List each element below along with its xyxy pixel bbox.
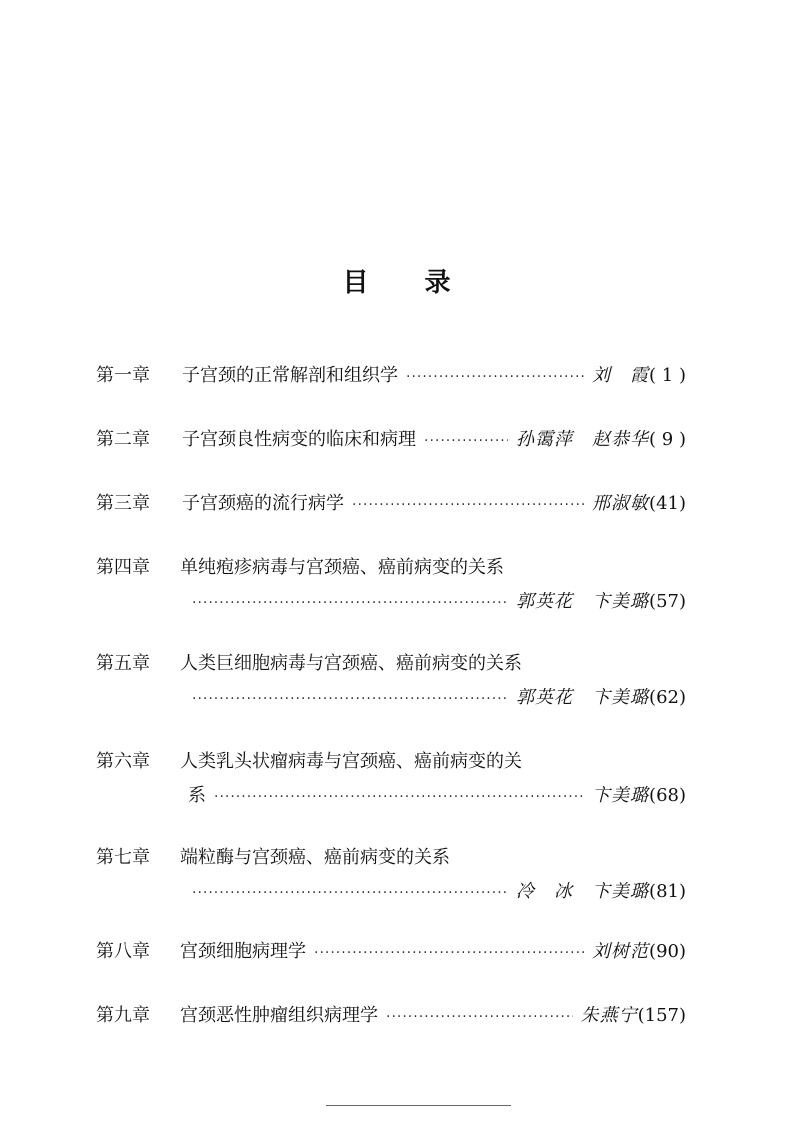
page-number: (62) — [649, 687, 686, 708]
chapter-number: 第二章 — [96, 429, 150, 450]
chapter-number: 第六章 — [96, 751, 150, 772]
dot-leader — [214, 785, 584, 809]
chapter-number: 第五章 — [96, 653, 150, 674]
chapter-authors: 朱燕宁 — [580, 1005, 638, 1026]
chapter-number: 第七章 — [96, 847, 150, 868]
chapter-title: 人类乳头状瘤病毒与宫颈癌、癌前病变的关 — [180, 751, 522, 772]
title-char-left: 目 — [342, 268, 369, 298]
chapter-title: 宫颈恶性肿瘤组织病理学 — [180, 1005, 378, 1026]
dot-leader — [314, 941, 584, 965]
page-number: (81) — [649, 881, 686, 902]
toc-entry[interactable] — [96, 846, 686, 904]
chapter-number: 第一章 — [96, 365, 150, 386]
chapter-title: 子宫颈良性病变的临床和病理 — [182, 429, 416, 450]
chapter-number: 第八章 — [96, 941, 150, 962]
chapter-title: 子宫颈的正常解剖和组织学 — [182, 365, 398, 386]
chapter-authors: 孙霭萍 赵恭华 — [516, 429, 650, 450]
chapter-title: 人类巨细胞病毒与宫颈癌、癌前病变的关系 — [180, 653, 522, 674]
chapter-number: 第三章 — [96, 493, 150, 514]
page-title — [0, 262, 793, 299]
page-number: ( 1 ) — [649, 365, 686, 386]
dot-leader — [352, 493, 584, 517]
chapter-authors: 冷 冰 卞美璐 — [516, 881, 650, 902]
page-number: (41) — [649, 493, 686, 514]
page-number: (68) — [649, 785, 686, 806]
chapter-authors: 卞美璐 — [592, 785, 650, 806]
title-char-right: 录 — [424, 268, 451, 298]
chapter-authors: 邢淑敏 — [592, 493, 650, 514]
toc-entry[interactable] — [96, 364, 686, 388]
chapter-authors: 郭英花 卞美璐 — [516, 687, 650, 708]
chapter-authors: 郭英花 卞美璐 — [516, 591, 650, 612]
page-number: (157) — [637, 1005, 686, 1026]
chapter-title: 单纯疱疹病毒与宫颈癌、癌前病变的关系 — [180, 557, 504, 578]
toc-entry[interactable] — [96, 652, 686, 710]
chapter-title-continued: 系 — [188, 785, 206, 806]
chapter-authors: 刘树范 — [592, 941, 650, 962]
page-number: (90) — [649, 941, 686, 962]
toc-entry[interactable] — [96, 940, 686, 964]
chapter-number: 第九章 — [96, 1005, 150, 1026]
dot-leader — [192, 687, 508, 711]
chapter-number: 第四章 — [96, 557, 150, 578]
page-number: (57) — [649, 591, 686, 612]
toc-entry[interactable] — [96, 1004, 686, 1028]
toc-entry[interactable] — [96, 428, 686, 452]
toc-entry[interactable] — [96, 556, 686, 614]
chapter-title: 子宫颈癌的流行病学 — [182, 493, 344, 514]
dot-leader — [406, 365, 584, 389]
dot-leader — [424, 429, 508, 453]
toc-entry[interactable] — [96, 492, 686, 516]
dot-leader — [386, 1005, 573, 1029]
toc-entry[interactable] — [96, 750, 686, 808]
chapter-title: 宫颈细胞病理学 — [180, 941, 306, 962]
footer-rule — [326, 1105, 511, 1106]
dot-leader — [192, 881, 508, 905]
page-number: ( 9 ) — [649, 429, 686, 450]
chapter-title: 端粒酶与宫颈癌、癌前病变的关系 — [180, 847, 450, 868]
dot-leader — [192, 591, 508, 615]
chapter-authors: 刘 霞 — [592, 365, 650, 386]
